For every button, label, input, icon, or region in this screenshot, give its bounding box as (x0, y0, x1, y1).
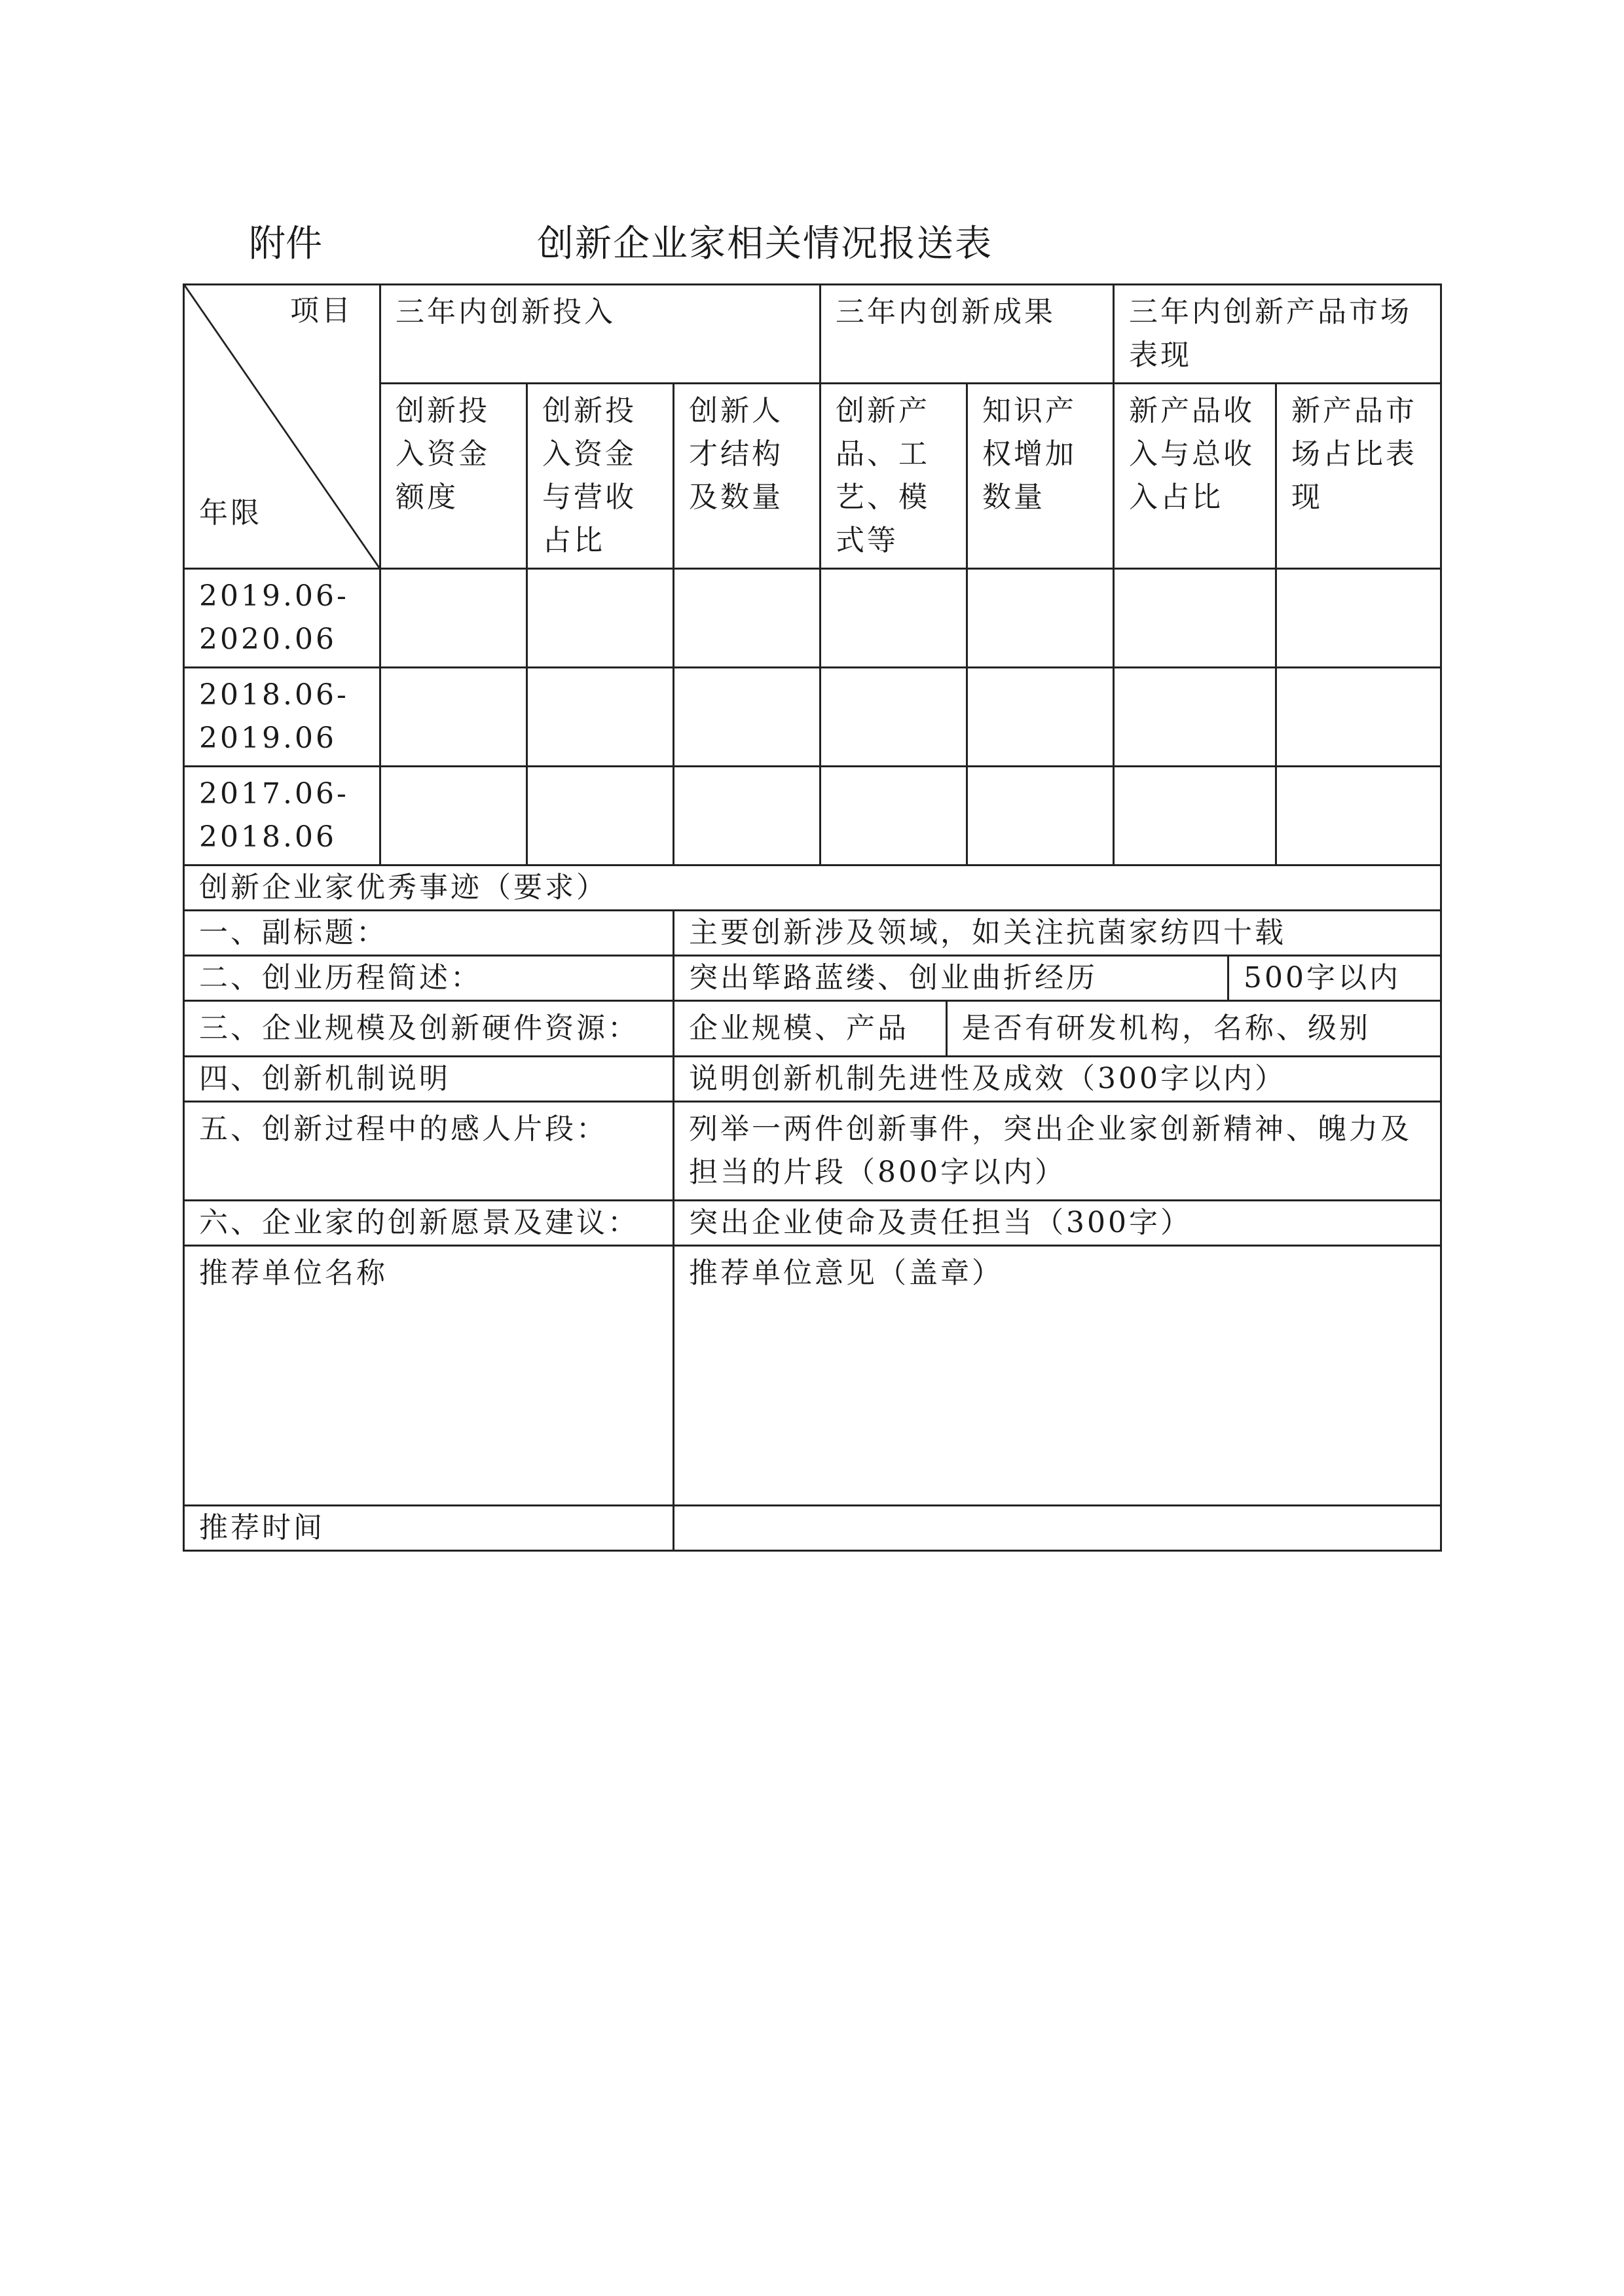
data-cell[interactable] (821, 569, 967, 668)
page-title: 创新企业家相关情况报送表 (537, 223, 993, 265)
table-row (184, 767, 1441, 866)
data-cell[interactable] (1276, 767, 1441, 866)
data-cell[interactable] (527, 569, 674, 668)
year-cell: 2019.06-2020.06 (184, 569, 380, 668)
row-value-mechanism[interactable]: 说明创新机制先进性及成效（300字以内） (674, 1057, 1441, 1102)
data-cell[interactable] (967, 668, 1114, 767)
data-cell[interactable] (1276, 668, 1441, 767)
subheader-cell: 创新人才结构及数量 (674, 384, 821, 569)
row-value-scale-cell[interactable] (674, 1001, 1441, 1057)
table-row (184, 668, 1441, 767)
data-cell[interactable] (674, 767, 821, 866)
row-label-subtitle: 一、副标题： (184, 911, 674, 956)
report-form-table (183, 283, 1442, 1552)
recommend-opinion-cell[interactable]: 推荐单位意见（盖章） (674, 1246, 1441, 1506)
row-label-moments: 五、创新过程中的感人片段： (184, 1102, 674, 1201)
data-cell[interactable] (1114, 668, 1276, 767)
data-cell[interactable] (821, 668, 967, 767)
group-header-market: 三年内创新产品市场表现 (1114, 285, 1441, 384)
row-note-scale: 是否有研发机构，名称、级别 (946, 1002, 1440, 1055)
corner-label-project: 项目 (290, 294, 353, 327)
table-row (184, 569, 1441, 668)
data-cell[interactable] (967, 767, 1114, 866)
row-label-vision: 六、企业家的创新愿景及建议： (184, 1201, 674, 1246)
row-label-history: 二、创业历程简述： (184, 956, 674, 1001)
row-value-vision[interactable]: 突出企业使命及责任担当（300字） (674, 1201, 1441, 1246)
data-cell[interactable] (674, 569, 821, 668)
row-value-moments[interactable]: 列举一两件创新事件，突出企业家创新精神、魄力及担当的片段（800字以内） (674, 1102, 1441, 1201)
row-label-mechanism: 四、创新机制说明 (184, 1057, 674, 1102)
corner-label-years: 年限 (199, 496, 262, 530)
recommend-unit-cell[interactable]: 推荐单位名称 (184, 1246, 674, 1506)
group-header-investment: 三年内创新投入 (380, 285, 821, 384)
year-cell: 2017.06-2018.06 (184, 767, 380, 866)
row-value-history-cell[interactable] (674, 956, 1441, 1001)
data-cell[interactable] (967, 569, 1114, 668)
deeds-section-title: 创新企业家优秀事迹（要求） (184, 866, 1441, 911)
subheader-cell: 新产品市场占比表现 (1276, 384, 1441, 569)
row-label-scale: 三、企业规模及创新硬件资源： (184, 1001, 674, 1057)
recommend-time-label: 推荐时间 (184, 1506, 674, 1551)
data-cell[interactable] (1276, 569, 1441, 668)
row-note-history: 500字以内 (1227, 957, 1440, 1000)
data-cell[interactable] (527, 767, 674, 866)
data-cell[interactable] (380, 767, 527, 866)
subheader-cell: 创新投入资金与营收占比 (527, 384, 674, 569)
title-row (249, 210, 1428, 268)
data-cell[interactable] (380, 668, 527, 767)
data-cell[interactable] (674, 668, 821, 767)
data-cell[interactable] (821, 767, 967, 866)
subheader-cell: 新产品收入与总收入占比 (1114, 384, 1276, 569)
subheader-cell: 知识产权增加数量 (967, 384, 1114, 569)
row-value-subtitle[interactable]: 主要创新涉及领域，如关注抗菌家纺四十载 (674, 911, 1441, 956)
row-value-history: 突出筚路蓝缕、创业曲折经历 (689, 961, 1098, 994)
data-cell[interactable] (380, 569, 527, 668)
subheader-cell: 创新投入资金额度 (380, 384, 527, 569)
group-header-results: 三年内创新成果 (821, 285, 1114, 384)
data-cell[interactable] (527, 668, 674, 767)
attachment-label: 附件 (249, 223, 322, 265)
data-cell[interactable] (1114, 767, 1276, 866)
recommend-time-value[interactable] (674, 1506, 1441, 1551)
year-cell: 2018.06-2019.06 (184, 668, 380, 767)
row-value-scale: 企业规模、产品 (689, 1011, 909, 1045)
corner-header-cell (184, 285, 380, 569)
data-cell[interactable] (1114, 569, 1276, 668)
subheader-cell: 创新产品、工艺、模式等 (821, 384, 967, 569)
